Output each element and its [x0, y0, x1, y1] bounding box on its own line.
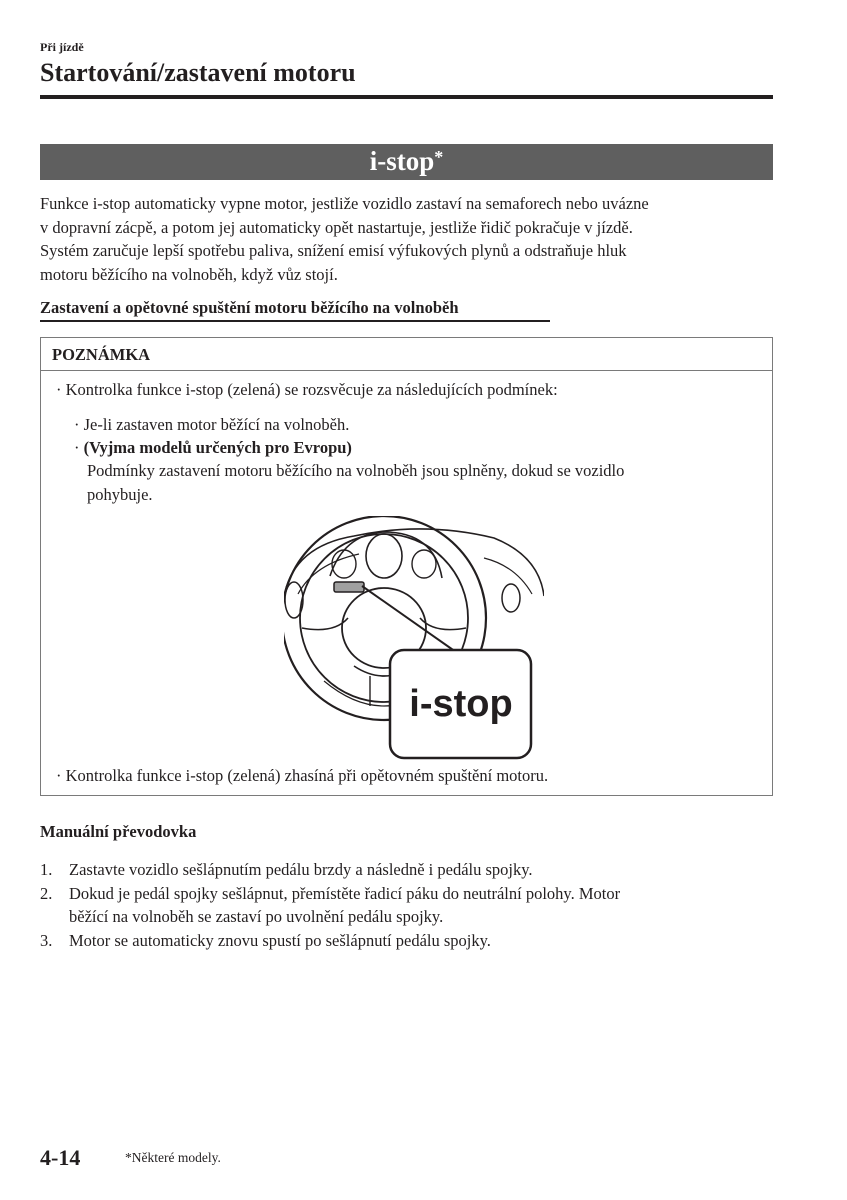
footnote: *Některé modely. [125, 1150, 221, 1165]
subheading-underline [40, 320, 550, 322]
asterisk-mark: * [434, 147, 444, 167]
intro-line: Systém zaručuje lepší spotřebu paliva, snížení emisí výfukových plynů a odstraňuje hluk [40, 241, 627, 260]
manual-heading: Manuální převodovka [40, 822, 197, 841]
note-bullet: · Kontrolka funkce i-stop (zelená) zhasíná při opětovném spuštění motoru. [56, 766, 549, 785]
note-subitem: · Je-li zastaven motor běžící na volnoběh. [74, 415, 350, 434]
list-text-continued: běžící na volnoběh se zastaví po uvolnění pedálu spojky. [69, 907, 444, 926]
intro-line: motoru běžícího na volnoběh, když vůz stojí. [40, 264, 338, 284]
section-label: Při jízdě [40, 40, 84, 54]
list-item [40, 884, 620, 904]
intro-line: v dopravní zácpě, a potom jej automaticky opět nastartuje, jestliže řidič pokračuje v jízdě. [40, 217, 633, 237]
page-title: Startování/zastavení motoru [40, 58, 356, 87]
note-box [40, 337, 773, 796]
title-rule [40, 95, 773, 99]
list-number: 2. [40, 884, 53, 903]
subsection-heading: Zastavení a opětovné spuštění motoru běžícího na volnoběh [40, 298, 459, 317]
list-text: Zastavte vozidlo sešlápnutím pedálu brzdy a následně i pedálu spojky. [69, 860, 533, 879]
note-subitem-text: pohybuje. [87, 485, 153, 504]
note-subitem-bold: (Vyjma modelů určených pro Evropu) [83, 438, 352, 457]
page-number: 4-14 [40, 1145, 81, 1170]
intro-line: Funkce i-stop automaticky vypne motor, jestliže vozidlo zastaví na semaforech nebo uvázne [40, 194, 649, 213]
list-number: 1. [40, 860, 53, 879]
list-number: 3. [40, 931, 53, 950]
indicator-label: i-stop [409, 683, 513, 725]
steering-wheel-illustration [284, 516, 544, 766]
section-heading-bar [40, 144, 773, 180]
intro-paragraph [40, 192, 776, 286]
list-item [40, 931, 491, 951]
note-title: POZNÁMKA [41, 338, 772, 371]
note-bullet: · Kontrolka funkce i-stop (zelená) se rozsvěcuje za následujících podmínek: [56, 380, 558, 399]
list-text: Dokud je pedál spojky sešlápnut, přemístěte řadicí páku do neutrální polohy. Motor [69, 884, 621, 903]
note-subitem [74, 438, 352, 458]
section-heading: i-stop [369, 146, 435, 176]
list-text: Motor se automaticky znovu spustí po sešlápnutí pedálu spojky. [69, 931, 491, 950]
note-subitem-text: Podmínky zastavení motoru běžícího na volnoběh jsou splněny, dokud se vozidlo [87, 461, 625, 480]
bullet-dot: · [74, 438, 80, 457]
list-item [40, 860, 533, 880]
